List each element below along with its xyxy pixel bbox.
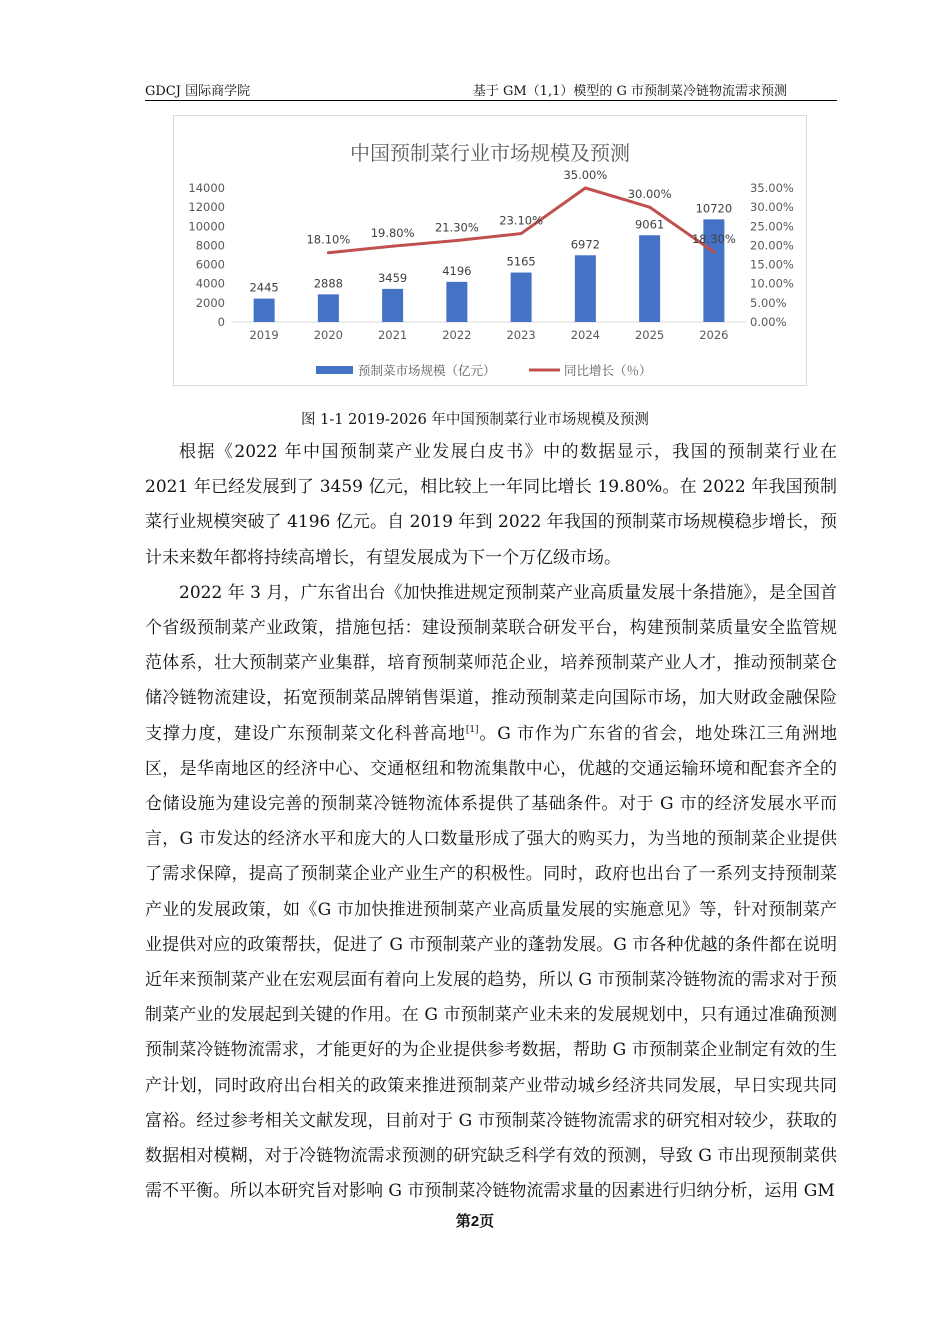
bar <box>575 255 596 322</box>
growth-line-point <box>455 239 458 242</box>
bar-data-label: 9061 <box>634 217 665 232</box>
bar-data-label: 4196 <box>442 263 472 278</box>
growth-data-label: 21.30% <box>434 220 479 235</box>
header-rule <box>145 100 837 101</box>
y-right-tick-label: 0.00% <box>750 315 787 329</box>
growth-data-label: 23.10% <box>499 213 544 228</box>
y-right-tick-label: 20.00% <box>750 238 794 253</box>
y-left-tick-label: 10000 <box>188 219 225 234</box>
bar-data-label: 5165 <box>506 254 536 269</box>
x-tick-label: 2024 <box>570 328 601 342</box>
figure-caption: 图 1-1 2019-2026 年中国预制菜行业市场规模及预测 <box>301 412 649 428</box>
x-tick-label: 2021 <box>377 328 408 342</box>
header-paper-title: 基于 GM（1,1）模型的 G 市预制菜冷链物流需求预测 <box>472 84 787 99</box>
y-left-tick-label: 12000 <box>188 200 225 215</box>
paragraph-2-part-1: 2022 年 3 月，广东省出台《加快推进规定预制菜产业高质量发展十条措施》，是全国首个省级预制菜产业政策，措施包括：建设预制菜联合研发平台，构建预制菜质量安全监管规范体系，壮大预制菜产业集群，培育预制菜师范企业，培养预制菜产业人才，推动预制菜仓储冷链物流建设，拓宽预制菜品牌销售渠道，推动预制菜走向国际市场，加大财政金融保险支撑力度，建设广东预制菜文化科普高地 <box>145 582 837 744</box>
chart-svg <box>174 116 806 385</box>
growth-line-point <box>648 206 651 209</box>
x-tick-label: 2019 <box>249 328 279 342</box>
chart-title: 中国预制菜行业市场规模及预测 <box>350 141 630 165</box>
y-left-tick-label: 14000 <box>188 181 225 195</box>
x-tick-label: 2022 <box>442 328 472 342</box>
growth-line-point <box>584 187 587 190</box>
y-left-tick-label: 0 <box>217 315 225 329</box>
market-size-chart <box>173 115 807 386</box>
bar-data-label: 6972 <box>570 237 601 252</box>
body-text <box>145 435 837 1209</box>
growth-data-label: 18.30% <box>691 231 736 246</box>
growth-data-label: 18.10% <box>306 232 351 247</box>
bar <box>446 282 467 322</box>
growth-data-label: 30.00% <box>627 187 672 202</box>
x-tick-label: 2025 <box>634 328 665 342</box>
bar-data-label: 2888 <box>313 276 344 291</box>
growth-line-point <box>712 250 715 253</box>
y-left-tick-label: 4000 <box>195 276 225 291</box>
page-header <box>145 78 837 100</box>
bar-data-label: 3459 <box>377 270 408 285</box>
paragraph-2-part-2: 。G 市作为广东省的省会，地处珠江三角洲地区，是华南地区的经济中心、交通枢纽和物流集散中心，优越的交通运输环境和配套齐全的仓储设施为建设完善的预制菜冷链物流体系提供了基础条件。对于 G 市的经济发展水平而言，G 市发达的经济水平和庞大的人口数量形成了强大的购买力，为当地的预制菜企业提供了需求保障，提高了预制菜企业产业生产的积极性。同时，政府也出台了一系列支持预制菜产业的发展政策，如《G 市加快推进预制菜产业高质量发展的实施意见》等，针对预制菜产业提供对应的政策帮扶，促进了 G 市预制菜产业的蓬勃发展。G 市各种优越的条件都在说明近年来预制菜产业在宏观层面有着向上发展的趋势，所以 G 市预制菜冷链物流的需求对于预制菜产业的发展起到关键的作用。在 G 市预制菜产业未来的发展规划中，只有通过准确预测预制菜冷链物流需求，才能更好的为企业提供参考数据，帮助 G 市预制菜企业制定有效的生产计划，同时政府出台相关的政策来推进预制菜产业带动城乡经济共同发展，早日实现共同富裕。经过参考相关文献发现，目前对于 G 市预制菜冷链物流需求的研究相对较少，获取的数据相对模糊，对于冷链物流需求预测的研究缺乏科学有效的预测，导致 G 市出现预制菜供需不平衡。所以本研究旨对影响 G 市预制菜冷链物流需求量的因素进行归纳分析，运用 GM <box>145 723 838 1202</box>
legend-bar-swatch <box>316 366 353 374</box>
legend-bar-label: 预制菜市场规模（亿元） <box>358 363 496 378</box>
growth-line-point <box>327 251 330 254</box>
y-left-tick-label: 6000 <box>195 257 225 272</box>
y-left-tick-label: 8000 <box>195 238 225 253</box>
y-right-tick-label: 30.00% <box>750 200 794 215</box>
bar <box>318 294 339 322</box>
paragraph-2 <box>145 576 837 1210</box>
growth-line-point <box>391 245 394 248</box>
citation-ref-1[interactable]: [1] <box>465 724 479 735</box>
y-right-tick-label: 5.00% <box>750 295 787 310</box>
growth-data-label: 19.80% <box>370 226 415 241</box>
paragraph-1: 根据《2022 年中国预制菜产业发展白皮书》中的数据显示，我国的预制菜行业在 2021 年已经发展到了 3459 亿元，相比较上一年同比增长 19.80%。在 2022 年我国预制菜行业规模突破了 4196 亿元。自 2019 年到 2022 年我国的预制菜市场规模稳步增长，预计未来数年都将持续高增长，有望发展成为下一个万亿级市场。 <box>145 442 837 568</box>
y-left-tick-label: 2000 <box>195 295 225 310</box>
y-right-tick-label: 25.00% <box>750 219 794 234</box>
bar <box>639 235 660 322</box>
header-institution: GDCJ 国际商学院 <box>145 84 251 99</box>
y-right-tick-label: 35.00% <box>750 181 794 195</box>
bar <box>254 299 275 322</box>
legend-line-label: 同比增长（％） <box>564 363 652 378</box>
y-right-tick-label: 10.00% <box>750 276 794 291</box>
y-right-tick-label: 15.00% <box>750 257 794 272</box>
bar-data-label: 10720 <box>695 201 733 216</box>
bar <box>382 289 403 322</box>
x-tick-label: 2020 <box>313 328 344 342</box>
x-tick-label: 2023 <box>506 328 536 342</box>
growth-line-point <box>520 232 523 235</box>
x-tick-label: 2026 <box>699 328 729 342</box>
page-number: 第2页 <box>455 1213 495 1230</box>
growth-data-label: 35.00% <box>563 168 608 182</box>
bar <box>511 273 532 322</box>
bar-data-label: 2445 <box>249 280 279 295</box>
